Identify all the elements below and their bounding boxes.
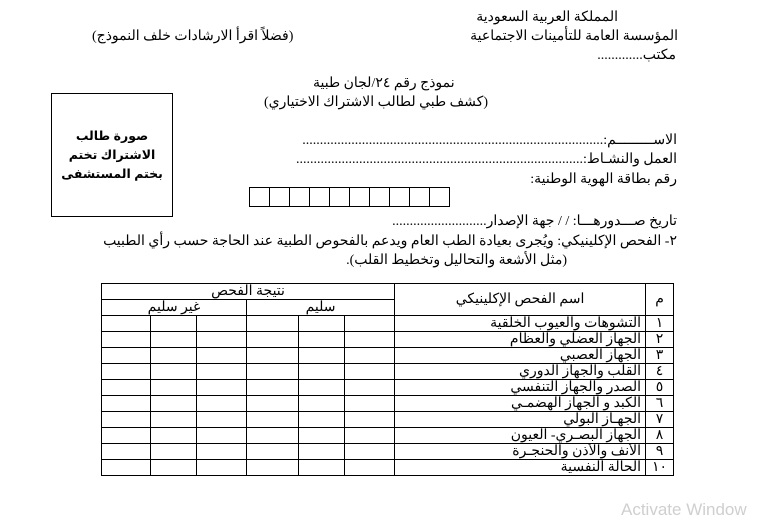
ok-spacer xyxy=(247,444,299,460)
not-ok-spacer xyxy=(197,460,247,476)
not-ok-checkbox[interactable] xyxy=(151,332,197,348)
table-row xyxy=(102,460,674,476)
not-ok-spacer xyxy=(197,380,247,396)
id-digit-box[interactable] xyxy=(409,187,430,207)
not-ok-checkbox[interactable] xyxy=(151,460,197,476)
row-number: ٤ xyxy=(646,364,674,380)
row-number: ٧ xyxy=(646,412,674,428)
ok-spacer xyxy=(345,316,395,332)
ok-spacer xyxy=(247,316,299,332)
name-field[interactable]: الاســـــــــم:...................................................................................... xyxy=(302,133,677,148)
row-number: ٥ xyxy=(646,380,674,396)
ok-checkbox[interactable] xyxy=(299,348,345,364)
ok-spacer xyxy=(247,428,299,444)
ok-spacer xyxy=(345,364,395,380)
not-ok-spacer xyxy=(102,428,151,444)
ok-spacer xyxy=(345,396,395,412)
ok-checkbox[interactable] xyxy=(299,396,345,412)
clinical-note-line-2: (مثل الأشعة والتحاليل وتخطيط القلب). xyxy=(346,253,567,268)
id-digit-box[interactable] xyxy=(269,187,290,207)
exam-name: الحالة النفسية xyxy=(395,460,646,476)
not-ok-spacer xyxy=(197,332,247,348)
ok-checkbox[interactable] xyxy=(299,412,345,428)
row-number: ٢ xyxy=(646,332,674,348)
exam-name: الجهاز البصـري- العيون xyxy=(395,428,646,444)
col-ok-header: سليم xyxy=(247,300,395,316)
row-number: ١٠ xyxy=(646,460,674,476)
kingdom-title: المملكة العربية السعودية xyxy=(476,10,618,25)
org-title: المؤسسة العامة للتأمينات الاجتماعية xyxy=(470,29,678,44)
table-row xyxy=(102,364,674,380)
exam-name: الجهـاز البولي xyxy=(395,412,646,428)
ok-spacer xyxy=(345,444,395,460)
exam-name: الأنف والأذن والحنجـرة xyxy=(395,444,646,460)
ok-checkbox[interactable] xyxy=(299,460,345,476)
row-number: ١ xyxy=(646,316,674,332)
table-row xyxy=(102,396,674,412)
id-digit-box[interactable] xyxy=(429,187,450,207)
table-row xyxy=(102,380,674,396)
ok-checkbox[interactable] xyxy=(299,380,345,396)
col-num-header: م xyxy=(646,284,674,316)
id-digit-box[interactable] xyxy=(389,187,410,207)
ok-spacer xyxy=(345,348,395,364)
id-digit-box[interactable] xyxy=(349,187,370,207)
table-row xyxy=(102,316,674,332)
col-exam-name-header: اسم الفحص الإكلينيكي xyxy=(395,284,646,316)
id-digit-box[interactable] xyxy=(329,187,350,207)
ok-spacer xyxy=(247,348,299,364)
ok-checkbox[interactable] xyxy=(299,444,345,460)
not-ok-spacer xyxy=(197,364,247,380)
ok-spacer xyxy=(247,412,299,428)
id-label: رقم بطاقة الهوية الوطنية: xyxy=(530,172,677,187)
id-digit-box[interactable] xyxy=(249,187,270,207)
table-row xyxy=(102,412,674,428)
not-ok-spacer xyxy=(197,444,247,460)
not-ok-spacer xyxy=(102,316,151,332)
activate-windows-watermark: Activate Window xyxy=(621,500,747,519)
form-subtitle: (كشف طبي لطالب الاشتراك الاختياري) xyxy=(264,95,488,110)
not-ok-checkbox[interactable] xyxy=(151,364,197,380)
table-row xyxy=(102,332,674,348)
row-number: ٩ xyxy=(646,444,674,460)
table-row xyxy=(102,444,674,460)
not-ok-checkbox[interactable] xyxy=(151,316,197,332)
not-ok-spacer xyxy=(102,348,151,364)
ok-spacer xyxy=(247,460,299,476)
exam-name: الصدر والجهاز التنفسي xyxy=(395,380,646,396)
row-number: ٦ xyxy=(646,396,674,412)
not-ok-checkbox[interactable] xyxy=(151,428,197,444)
ok-spacer xyxy=(345,412,395,428)
not-ok-spacer xyxy=(102,460,151,476)
clinical-exam-table xyxy=(101,283,674,476)
ok-spacer xyxy=(247,364,299,380)
ok-spacer xyxy=(345,428,395,444)
ok-checkbox[interactable] xyxy=(299,316,345,332)
id-digit-box[interactable] xyxy=(289,187,310,207)
photo-box xyxy=(51,93,173,217)
not-ok-checkbox[interactable] xyxy=(151,396,197,412)
photo-line-3: بختم المستشفى xyxy=(61,166,163,181)
ok-checkbox[interactable] xyxy=(299,364,345,380)
ok-spacer xyxy=(247,332,299,348)
col-not-ok-header: غير سليم xyxy=(102,300,247,316)
form-number: نموذج رقم ٢٤/لجان طبية xyxy=(313,76,455,91)
clinical-note-line-1: ٢- الفحص الإكلينيكي: ويُجرى بعيادة الطب العام ويدعم بالفحوص الطبية عند الحاجة حسب رأي الطبيب xyxy=(103,234,677,249)
instructions-note: (فضلاً اقرأ الارشادات خلف النموذج) xyxy=(92,29,294,44)
ok-spacer xyxy=(345,380,395,396)
not-ok-spacer xyxy=(197,412,247,428)
col-result-header: نتيجة الفحص xyxy=(102,284,395,300)
not-ok-checkbox[interactable] xyxy=(151,444,197,460)
ok-spacer xyxy=(247,396,299,412)
exam-name: الكبد و الجهاز الهضمـي xyxy=(395,396,646,412)
not-ok-checkbox[interactable] xyxy=(151,348,197,364)
not-ok-spacer xyxy=(102,364,151,380)
not-ok-spacer xyxy=(102,444,151,460)
issue-date-field[interactable]: تاريخ صـــدورهـــا: / / جهة الإصدار........................... xyxy=(392,214,677,229)
ok-checkbox[interactable] xyxy=(299,428,345,444)
not-ok-spacer xyxy=(102,396,151,412)
ok-spacer xyxy=(345,332,395,348)
not-ok-spacer xyxy=(102,380,151,396)
exam-name: القلب والجهاز الدوري xyxy=(395,364,646,380)
not-ok-checkbox[interactable] xyxy=(151,412,197,428)
id-number-boxes[interactable] xyxy=(250,187,450,207)
photo-line-1: صورة طالب xyxy=(75,128,149,143)
not-ok-spacer xyxy=(102,412,151,428)
row-number: ٨ xyxy=(646,428,674,444)
exam-name: الجهاز العضلي والعظام xyxy=(395,332,646,348)
table-row xyxy=(102,428,674,444)
not-ok-spacer xyxy=(197,396,247,412)
not-ok-spacer xyxy=(102,332,151,348)
ok-spacer xyxy=(247,380,299,396)
exam-name: التشوهات والعيوب الخلقية xyxy=(395,316,646,332)
exam-name: الجهاز العصبي xyxy=(395,348,646,364)
table-row xyxy=(102,348,674,364)
ok-checkbox[interactable] xyxy=(299,332,345,348)
not-ok-spacer xyxy=(197,316,247,332)
ok-spacer xyxy=(345,460,395,476)
id-digit-box[interactable] xyxy=(369,187,390,207)
not-ok-checkbox[interactable] xyxy=(151,380,197,396)
not-ok-spacer xyxy=(197,428,247,444)
office-line: مكتب............. xyxy=(597,48,676,63)
work-field[interactable]: العمل والنشـاط:.................................................................................. xyxy=(296,152,677,167)
id-digit-box[interactable] xyxy=(309,187,330,207)
not-ok-spacer xyxy=(197,348,247,364)
row-number: ٣ xyxy=(646,348,674,364)
photo-line-2: الاشتراك تختم xyxy=(68,147,156,162)
